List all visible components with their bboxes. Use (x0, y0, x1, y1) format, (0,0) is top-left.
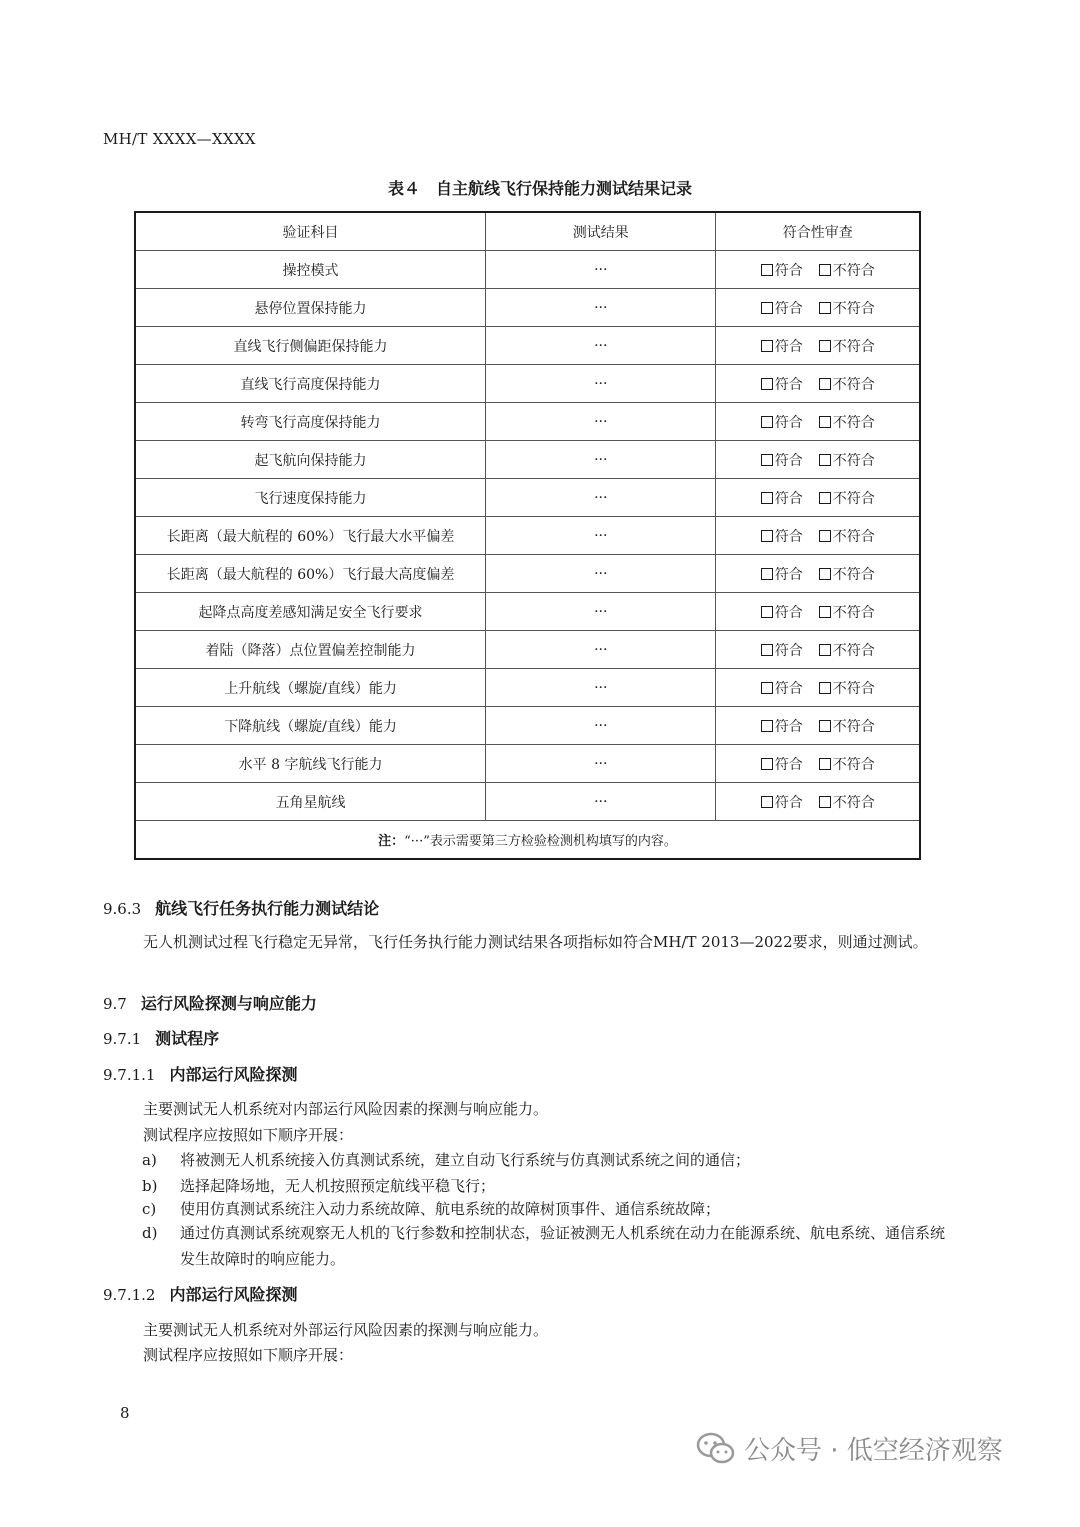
row-compliance (716, 783, 920, 821)
table-body (135, 251, 920, 821)
pass-label: 符合 (774, 566, 803, 583)
row-result: ··· (486, 555, 716, 593)
fail-label: 不符合 (832, 604, 875, 621)
row-result: ··· (486, 251, 716, 289)
fail-option[interactable] (819, 564, 875, 584)
table-row (135, 555, 920, 593)
table-row (135, 631, 920, 669)
pass-option[interactable] (761, 526, 803, 546)
table-row (135, 289, 920, 327)
checkbox-icon[interactable] (819, 416, 831, 428)
heading-number: 9.7.1 (103, 1030, 142, 1048)
row-item: 五角星航线 (135, 783, 486, 821)
fail-label: 不符合 (832, 490, 875, 507)
note-text: “···”表示需要第三方检验检测机构填写的内容。 (404, 834, 677, 849)
result-table (134, 211, 921, 860)
heading-number: 9.7 (103, 995, 127, 1013)
fail-option[interactable] (819, 678, 875, 698)
row-result: ··· (486, 593, 716, 631)
list-text: 通过仿真测试系统观察无人机的飞行参数和控制状态，验证被测无人机系统在动力在能源系统、航电系统、通信系统发生故障时的响应能力。 (180, 1224, 946, 1268)
checkbox-icon[interactable] (819, 302, 831, 314)
heading-9-7 (103, 991, 317, 1014)
checkbox-icon[interactable] (819, 682, 831, 694)
row-compliance (716, 517, 920, 555)
row-compliance (716, 327, 920, 365)
row-compliance (716, 251, 920, 289)
pass-option[interactable] (761, 602, 803, 622)
checkbox-icon[interactable] (819, 720, 831, 732)
pass-label: 符合 (774, 300, 803, 317)
heading-9-7-1-2 (103, 1282, 298, 1305)
checkbox-icon[interactable] (761, 378, 773, 390)
col-header-result: 测试结果 (486, 212, 716, 251)
table-row (135, 593, 920, 631)
fail-label: 不符合 (832, 300, 875, 317)
list-marker: d) (142, 1224, 158, 1242)
col-header-item: 验证科目 (135, 212, 486, 251)
pass-label: 符合 (774, 452, 803, 469)
table-row (135, 251, 920, 289)
heading-9-7-1 (103, 1026, 219, 1049)
wechat-watermark (696, 1430, 1003, 1467)
list-marker: b) (142, 1177, 158, 1195)
checkbox-icon[interactable] (819, 758, 831, 770)
pass-label: 符合 (774, 376, 803, 393)
paragraph-9-7-1-2-b: 测试程序应按照如下顺序开展： (143, 1346, 354, 1364)
checkbox-icon[interactable] (819, 492, 831, 504)
row-compliance (716, 441, 920, 479)
fail-option[interactable] (819, 754, 875, 774)
row-compliance (716, 631, 920, 669)
checkbox-icon[interactable] (761, 302, 773, 314)
pass-label: 符合 (774, 718, 803, 735)
list-marker: c) (142, 1200, 157, 1218)
checkbox-icon[interactable] (819, 568, 831, 580)
row-result: ··· (486, 327, 716, 365)
table-title: 表４ 自主航线飞行保持能力测试结果记录 (387, 179, 692, 198)
standard-code: MH/T XXXX—XXXX (103, 130, 256, 148)
row-item: 飞行速度保持能力 (135, 479, 486, 517)
heading-title: 航线飞行任务执行能力测试结论 (155, 899, 380, 918)
heading-title: 内部运行风险探测 (169, 1065, 298, 1084)
heading-title: 内部运行风险探测 (169, 1285, 298, 1304)
row-result: ··· (486, 403, 716, 441)
list-item-c (142, 1196, 954, 1222)
fail-option[interactable] (819, 792, 875, 812)
checkbox-icon[interactable] (761, 758, 773, 770)
heading-9-6-3 (103, 896, 379, 919)
fail-option[interactable] (819, 374, 875, 394)
fail-label: 不符合 (832, 680, 875, 697)
row-result: ··· (486, 479, 716, 517)
checkbox-icon[interactable] (819, 606, 831, 618)
fail-label: 不符合 (832, 718, 875, 735)
checkbox-icon[interactable] (761, 454, 773, 466)
row-compliance (716, 669, 920, 707)
pass-option[interactable] (761, 754, 803, 774)
row-item: 下降航线（螺旋/直线）能力 (135, 707, 486, 745)
fail-label: 不符合 (832, 376, 875, 393)
fail-option[interactable] (819, 260, 875, 280)
heading-9-7-1-1 (103, 1062, 298, 1085)
heading-title: 测试程序 (155, 1029, 220, 1048)
pass-label: 符合 (774, 794, 803, 811)
watermark-text: 公众号 · 低空经济观察 (744, 1436, 1003, 1466)
pass-label: 符合 (774, 756, 803, 773)
pass-option[interactable] (761, 488, 803, 508)
row-item: 操控模式 (135, 251, 486, 289)
row-compliance (716, 707, 920, 745)
table-note (135, 821, 920, 860)
fail-label: 不符合 (832, 338, 875, 355)
fail-label: 不符合 (832, 528, 875, 545)
pass-option[interactable] (761, 564, 803, 584)
checkbox-icon[interactable] (761, 796, 773, 808)
list-marker: a) (142, 1151, 157, 1169)
checkbox-icon[interactable] (761, 606, 773, 618)
table-row (135, 707, 920, 745)
heading-title: 运行风险探测与响应能力 (140, 994, 317, 1013)
table-row (135, 441, 920, 479)
row-item: 长距离（最大航程的 60%）飞行最大水平偏差 (135, 517, 486, 555)
checkbox-icon[interactable] (761, 530, 773, 542)
fail-option[interactable] (819, 336, 875, 356)
table-note-row (135, 821, 920, 860)
checkbox-icon[interactable] (761, 568, 773, 580)
row-compliance (716, 745, 920, 783)
heading-number: 9.7.1.2 (103, 1286, 156, 1304)
pass-option[interactable] (761, 412, 803, 432)
pass-label: 符合 (774, 528, 803, 545)
fail-label: 不符合 (832, 756, 875, 773)
paragraph-9-6-3: 无人机测试过程飞行稳定无异常，飞行任务执行能力测试结果各项指标如符合MH/T 2013—2022要求，则通过测试。 (143, 933, 928, 951)
fail-option[interactable] (819, 716, 875, 736)
checkbox-icon[interactable] (761, 682, 773, 694)
pass-label: 符合 (774, 414, 803, 431)
pass-option[interactable] (761, 792, 803, 812)
row-item: 着陆（降落）点位置偏差控制能力 (135, 631, 486, 669)
pass-option[interactable] (761, 450, 803, 470)
list-text: 使用仿真测试系统注入动力系统故障、航电系统的故障树顶事件、通信系统故障； (180, 1200, 721, 1218)
row-compliance (716, 403, 920, 441)
row-compliance (716, 365, 920, 403)
pass-label: 符合 (774, 490, 803, 507)
list-item-d (142, 1220, 954, 1272)
pass-label: 符合 (774, 642, 803, 659)
checkbox-icon[interactable] (819, 378, 831, 390)
pass-option[interactable] (761, 260, 803, 280)
pass-label: 符合 (774, 604, 803, 621)
checkbox-icon[interactable] (819, 454, 831, 466)
pass-label: 符合 (774, 338, 803, 355)
fail-option[interactable] (819, 602, 875, 622)
list-item-a (142, 1147, 954, 1173)
wechat-icon (696, 1432, 736, 1466)
checkbox-icon[interactable] (761, 720, 773, 732)
row-item: 起降点高度差感知满足安全飞行要求 (135, 593, 486, 631)
row-item: 悬停位置保持能力 (135, 289, 486, 327)
row-compliance (716, 593, 920, 631)
pass-label: 符合 (774, 262, 803, 279)
row-result: ··· (486, 783, 716, 821)
pass-label: 符合 (774, 680, 803, 697)
row-item: 直线飞行高度保持能力 (135, 365, 486, 403)
table-row (135, 327, 920, 365)
checkbox-icon[interactable] (819, 264, 831, 276)
checkbox-icon[interactable] (761, 644, 773, 656)
checkbox-icon[interactable] (819, 340, 831, 352)
pass-option[interactable] (761, 298, 803, 318)
fail-option[interactable] (819, 640, 875, 660)
fail-option[interactable] (819, 412, 875, 432)
row-result: ··· (486, 365, 716, 403)
fail-label: 不符合 (832, 566, 875, 583)
table-row (135, 783, 920, 821)
heading-number: 9.6.3 (103, 900, 142, 918)
paragraph-9-7-1-1-b: 测试程序应按照如下顺序开展： (143, 1126, 354, 1144)
row-compliance (716, 289, 920, 327)
note-label: 注： (378, 834, 405, 849)
row-result: ··· (486, 517, 716, 555)
table-row (135, 365, 920, 403)
list-text: 将被测无人机系统接入仿真测试系统，建立自动飞行系统与仿真测试系统之间的通信； (180, 1151, 751, 1169)
checkbox-icon[interactable] (761, 416, 773, 428)
row-item: 上升航线（螺旋/直线）能力 (135, 669, 486, 707)
table-row (135, 669, 920, 707)
pass-option[interactable] (761, 336, 803, 356)
pass-option[interactable] (761, 678, 803, 698)
row-item: 直线飞行侧偏距保持能力 (135, 327, 486, 365)
fail-label: 不符合 (832, 452, 875, 469)
fail-label: 不符合 (832, 414, 875, 431)
page-number: 8 (120, 1404, 130, 1422)
row-compliance (716, 479, 920, 517)
paragraph-9-7-1-1-a: 主要测试无人机系统对内部运行风险因素的探测与响应能力。 (143, 1100, 549, 1118)
col-header-compliance: 符合性审查 (716, 212, 920, 251)
row-result: ··· (486, 289, 716, 327)
row-result: ··· (486, 707, 716, 745)
row-item: 水平 8 字航线飞行能力 (135, 745, 486, 783)
checkbox-icon[interactable] (761, 264, 773, 276)
row-item: 长距离（最大航程的 60%）飞行最大高度偏差 (135, 555, 486, 593)
table-row (135, 745, 920, 783)
fail-label: 不符合 (832, 794, 875, 811)
table-row (135, 403, 920, 441)
fail-label: 不符合 (832, 642, 875, 659)
paragraph-9-7-1-2-a: 主要测试无人机系统对外部运行风险因素的探测与响应能力。 (143, 1321, 549, 1339)
fail-option[interactable] (819, 298, 875, 318)
checkbox-icon[interactable] (819, 530, 831, 542)
pass-option[interactable] (761, 640, 803, 660)
table-header-row (135, 212, 920, 251)
pass-option[interactable] (761, 716, 803, 736)
row-item: 起飞航向保持能力 (135, 441, 486, 479)
fail-label: 不符合 (832, 262, 875, 279)
checkbox-icon[interactable] (819, 644, 831, 656)
row-item: 转弯飞行高度保持能力 (135, 403, 486, 441)
fail-option[interactable] (819, 488, 875, 508)
checkbox-icon[interactable] (761, 492, 773, 504)
list-text: 选择起降场地，无人机按照预定航线平稳飞行； (180, 1177, 496, 1195)
table-row (135, 479, 920, 517)
row-result: ··· (486, 441, 716, 479)
checkbox-icon[interactable] (761, 340, 773, 352)
pass-option[interactable] (761, 374, 803, 394)
table-row (135, 517, 920, 555)
heading-number: 9.7.1.1 (103, 1066, 156, 1084)
row-compliance (716, 555, 920, 593)
fail-option[interactable] (819, 526, 875, 546)
checkbox-icon[interactable] (819, 796, 831, 808)
row-result: ··· (486, 745, 716, 783)
row-result: ··· (486, 631, 716, 669)
row-result: ··· (486, 669, 716, 707)
fail-option[interactable] (819, 450, 875, 470)
